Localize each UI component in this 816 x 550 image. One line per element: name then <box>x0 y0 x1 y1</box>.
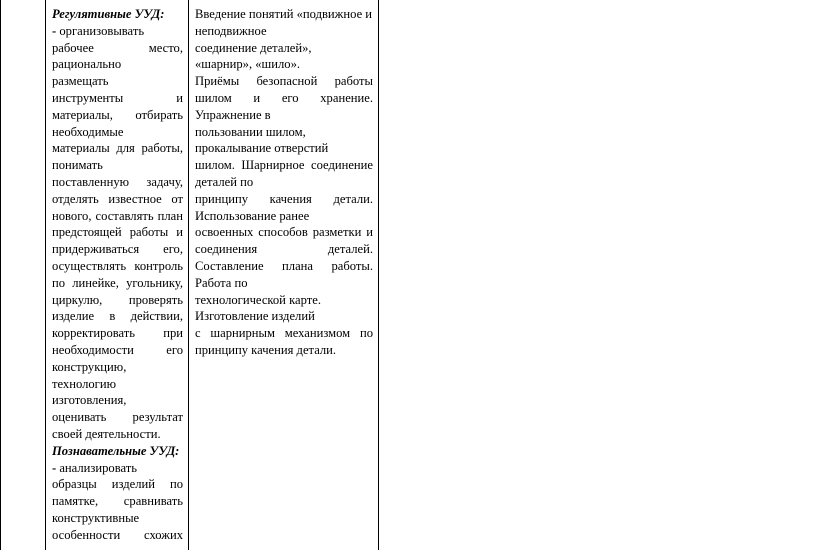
text-line: деталей по <box>195 174 254 189</box>
text-line: своей деятельности. <box>52 426 161 441</box>
text-line: с шарнирным механизмом по <box>195 326 373 341</box>
text-line: поставленную задачу, <box>52 174 183 189</box>
text-line: освоенных способов разметки и <box>195 225 373 240</box>
text-line: материалы, отбирать <box>52 107 183 122</box>
text-line <box>52 23 183 40</box>
table-border-col1 <box>45 0 46 550</box>
text-line <box>52 460 183 477</box>
text-line: технологию <box>52 376 116 391</box>
text-line: Изготовление изделий <box>195 309 315 324</box>
text-line: Использование ранее <box>195 208 310 223</box>
text-line: корректировать при <box>52 326 183 341</box>
text-line: «шарнир», «шило». <box>195 57 301 72</box>
text-line: образцы изделий по <box>52 477 183 492</box>
text-line: шилом и его хранение. <box>195 90 373 105</box>
text-line: материалы для работы, <box>52 141 183 156</box>
text-line: особенности схожих <box>52 527 183 542</box>
text-line: циркулю, проверять <box>52 292 183 307</box>
text-line: по линейке, угольнику, <box>52 275 183 290</box>
text-line: Упражнение в <box>195 107 271 122</box>
text-line: соединение деталей», <box>195 40 312 55</box>
bullet-dash: - <box>52 23 60 38</box>
table-cell-uud <box>52 6 183 544</box>
bullet-dash: - <box>52 460 60 475</box>
table-border-left <box>0 0 1 550</box>
text-line: необходимые <box>52 124 124 139</box>
text-line: размещать <box>52 74 109 89</box>
text-line: конструктивные <box>52 510 140 525</box>
text-line: Введение понятий «подвижное и <box>195 7 373 21</box>
table-cell-content <box>195 6 373 359</box>
text-line: памятке, сравнивать <box>52 494 183 509</box>
text-line: рабочее место, <box>52 40 183 55</box>
text-line: предстоящей работы и <box>52 225 183 240</box>
table-border-right <box>378 0 379 550</box>
text-line: Составление плана работы. <box>195 258 373 273</box>
text-line: Работа по <box>195 275 248 290</box>
text-line: необходимости его <box>52 342 183 357</box>
text-line: Регулятивные УУД: <box>52 7 165 21</box>
text-line: Познавательные УУД: <box>52 443 180 458</box>
text-line: нового, составлять план <box>52 208 183 223</box>
text-line: прокалывание отверстий <box>195 141 329 156</box>
text-line: конструкцию, <box>52 359 127 374</box>
text-line-content: анализировать <box>59 460 137 475</box>
text-line: осуществлять контроль <box>52 258 183 273</box>
text-line: изготовления, <box>52 393 127 408</box>
text-line: придерживаться его, <box>52 242 183 257</box>
text-line: рационально <box>52 57 122 72</box>
table-border-col2 <box>188 0 189 550</box>
text-line: технологической карте. <box>195 292 321 307</box>
text-line: Приёмы безопасной работы <box>195 74 373 89</box>
text-line: принципу качения детали. <box>195 342 337 357</box>
text-line: изделие в действии, <box>52 309 183 324</box>
text-line: соединения деталей. <box>195 242 373 257</box>
text-line: понимать <box>52 158 103 173</box>
text-line: неподвижное <box>195 23 267 38</box>
text-line: пользовании шилом, <box>195 124 306 139</box>
text-line-content: организовывать <box>59 23 145 38</box>
text-line: отделять известное от <box>52 191 183 206</box>
text-line: принципу качения детали. <box>195 191 373 206</box>
text-line: шилом. Шарнирное соединение <box>195 158 373 173</box>
text-line: оценивать результат <box>52 410 183 425</box>
text-line: инструменты и <box>52 90 183 105</box>
